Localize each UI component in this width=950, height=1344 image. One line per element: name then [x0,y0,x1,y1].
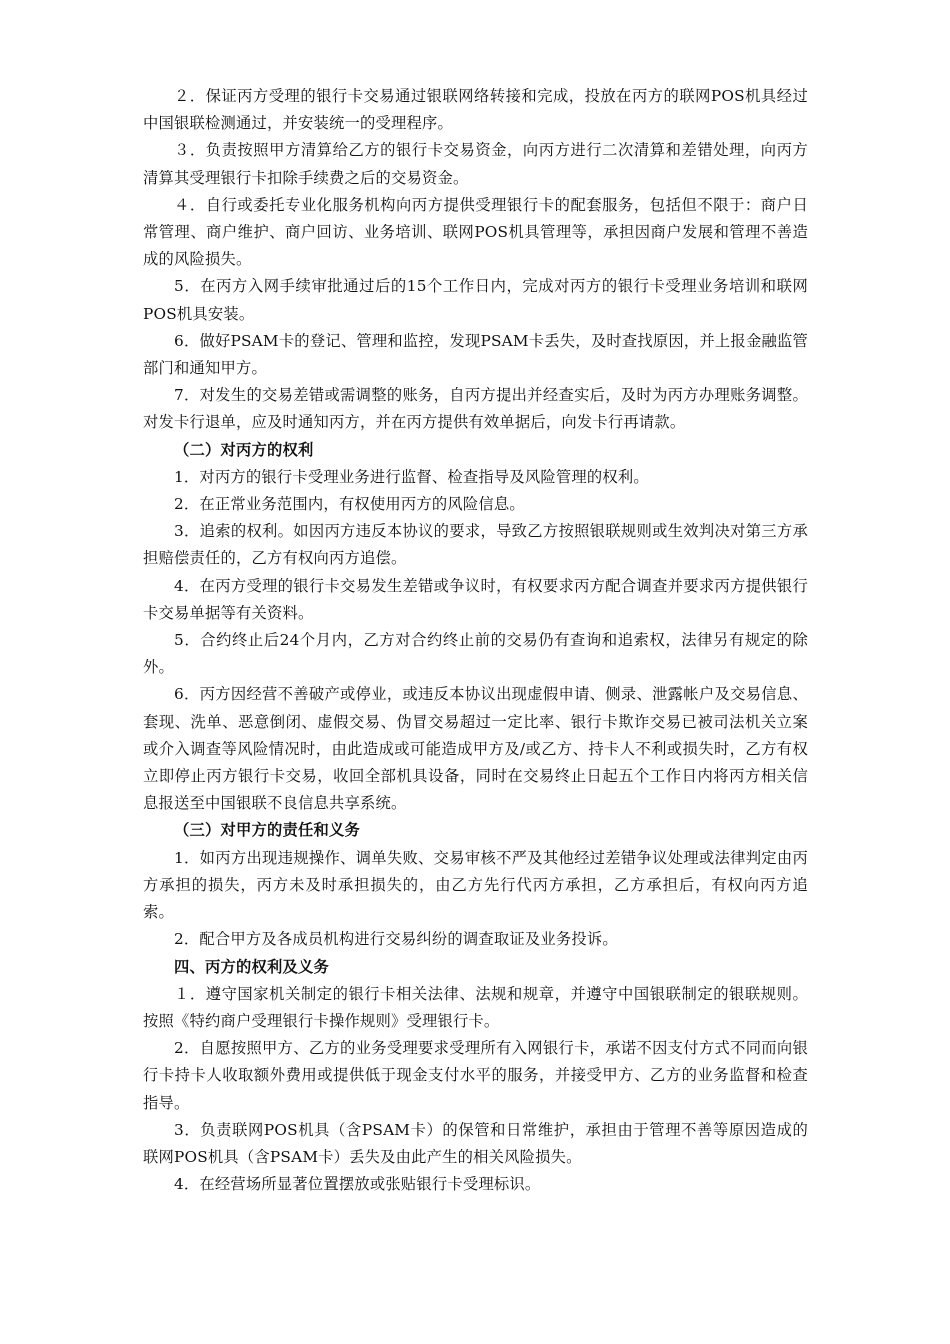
paragraph-bing-2: 2．自愿按照甲方、乙方的业务受理要求受理所有入网银行卡，承诺不因支付方式不同而向银行卡持卡人收取额外费用或提供低于现金支付水平的服务，并接受甲方、乙方的业务监督和检查指导。 [143,1039,808,1112]
paragraph-jia-5: 5．在丙方入网手续审批通过后的15个工作日内，完成对丙方的银行卡受理业务培训和联网POS机具安装。 [143,277,808,323]
paragraph-duties-2: 2．配合甲方及各成员机构进行交易纠纷的调查取证及业务投诉。 [174,930,618,949]
paragraph-rights-5: 5．合约终止后24个月内，乙方对合约终止前的交易仍有查询和追索权，法律另有规定的除外。 [143,631,808,677]
paragraph-bing-1: １．遵守国家机关制定的银行卡相关法律、法规和规章，并遵守中国银联制定的银联规则。按照《特约商户受理银行卡操作规则》受理银行卡。 [143,984,808,1030]
paragraph-rights-1: 1．对丙方的银行卡受理业务进行监督、检查指导及风险管理的权利。 [174,467,649,486]
paragraph-rights-4: 4．在丙方受理的银行卡交易发生差错或争议时，有权要求丙方配合调查并要求丙方提供银行卡交易单据等有关资料。 [143,576,808,622]
sub-heading-duties-to-jia: （三）对甲方的责任和义务 [174,821,360,840]
paragraph-duties-1: 1．如丙方出现违规操作、调单失败、交易审核不严及其他经过差错争议处理或法律判定由丙方承担的损失，丙方未及时承担损失的，由乙方先行代丙方承担，乙方承担后，有权向丙方追索。 [143,848,808,922]
paragraph-jia-6: 6．做好PSAM卡的登记、管理和监控，发现PSAM卡丢失，及时查找原因，并上报金融监管部门和通知甲方。 [143,331,808,378]
section-heading-bing-rights-duties: 四、丙方的权利及义务 [174,957,329,976]
paragraph-rights-2: 2．在正常业务范围内，有权使用丙方的风险信息。 [174,495,525,514]
paragraph-rights-3: 3．追索的权利。如因丙方违反本协议的要求，导致乙方按照银联规则或生效判决对第三方承担赔偿责任的，乙方有权向丙方追偿。 [143,522,808,568]
sub-heading-rights-over-bing: （二）对丙方的权利 [174,440,314,459]
paragraph-jia-3: ３．负责按照甲方清算给乙方的银行卡交易资金，向丙方进行二次清算和差错处理，向丙方清算其受理银行卡扣除手续费之后的交易资金。 [143,141,808,187]
document-body [143,83,808,1198]
paragraph-bing-4: 4．在经营场所显著位置摆放或张贴银行卡受理标识。 [174,1175,541,1194]
paragraph-jia-4: ４．自行或委托专业化服务机构向丙方提供受理银行卡的配套服务，包括但不限于：商户日常管理、商户维护、商户回访、业务培训、联网POS机具管理等，承担因商户发展和管理不善造成的风险损失。 [143,195,808,269]
paragraph-jia-2: ２．保证丙方受理的银行卡交易通过银联网络转接和完成，投放在丙方的联网POS机具经过中国银联检测通过，并安装统一的受理程序。 [143,87,808,133]
paragraph-jia-7: 7．对发生的交易差错或需调整的账务，自丙方提出并经查实后，及时为丙方办理账务调整。对发卡行退单，应及时通知丙方，并在丙方提供有效单据后，向发卡行再请款。 [143,386,808,432]
paragraph-bing-3: 3．负责联网POS机具（含PSAM卡）的保管和日常维护，承担由于管理不善等原因造成的联网POS机具（含PSAM卡）丢失及由此产生的相关风险损失。 [143,1120,808,1166]
paragraph-rights-6: 6．丙方因经营不善破产或停业，或违反本协议出现虚假申请、侧录、泄露帐户及交易信息、套现、洗单、恶意倒闭、虚假交易、伪冒交易超过一定比率、银行卡欺诈交易已被司法机关立案或介入调查等风险情况时，由此造成或可能造成甲方及/或乙方、持卡人不利或损失时，乙方有权立即停止丙方银行卡交易，收回全部机具设备，同时在交易终止日起五个工作日内将丙方相关信息报送至中国银联不良信息共享系统。 [143,685,808,813]
